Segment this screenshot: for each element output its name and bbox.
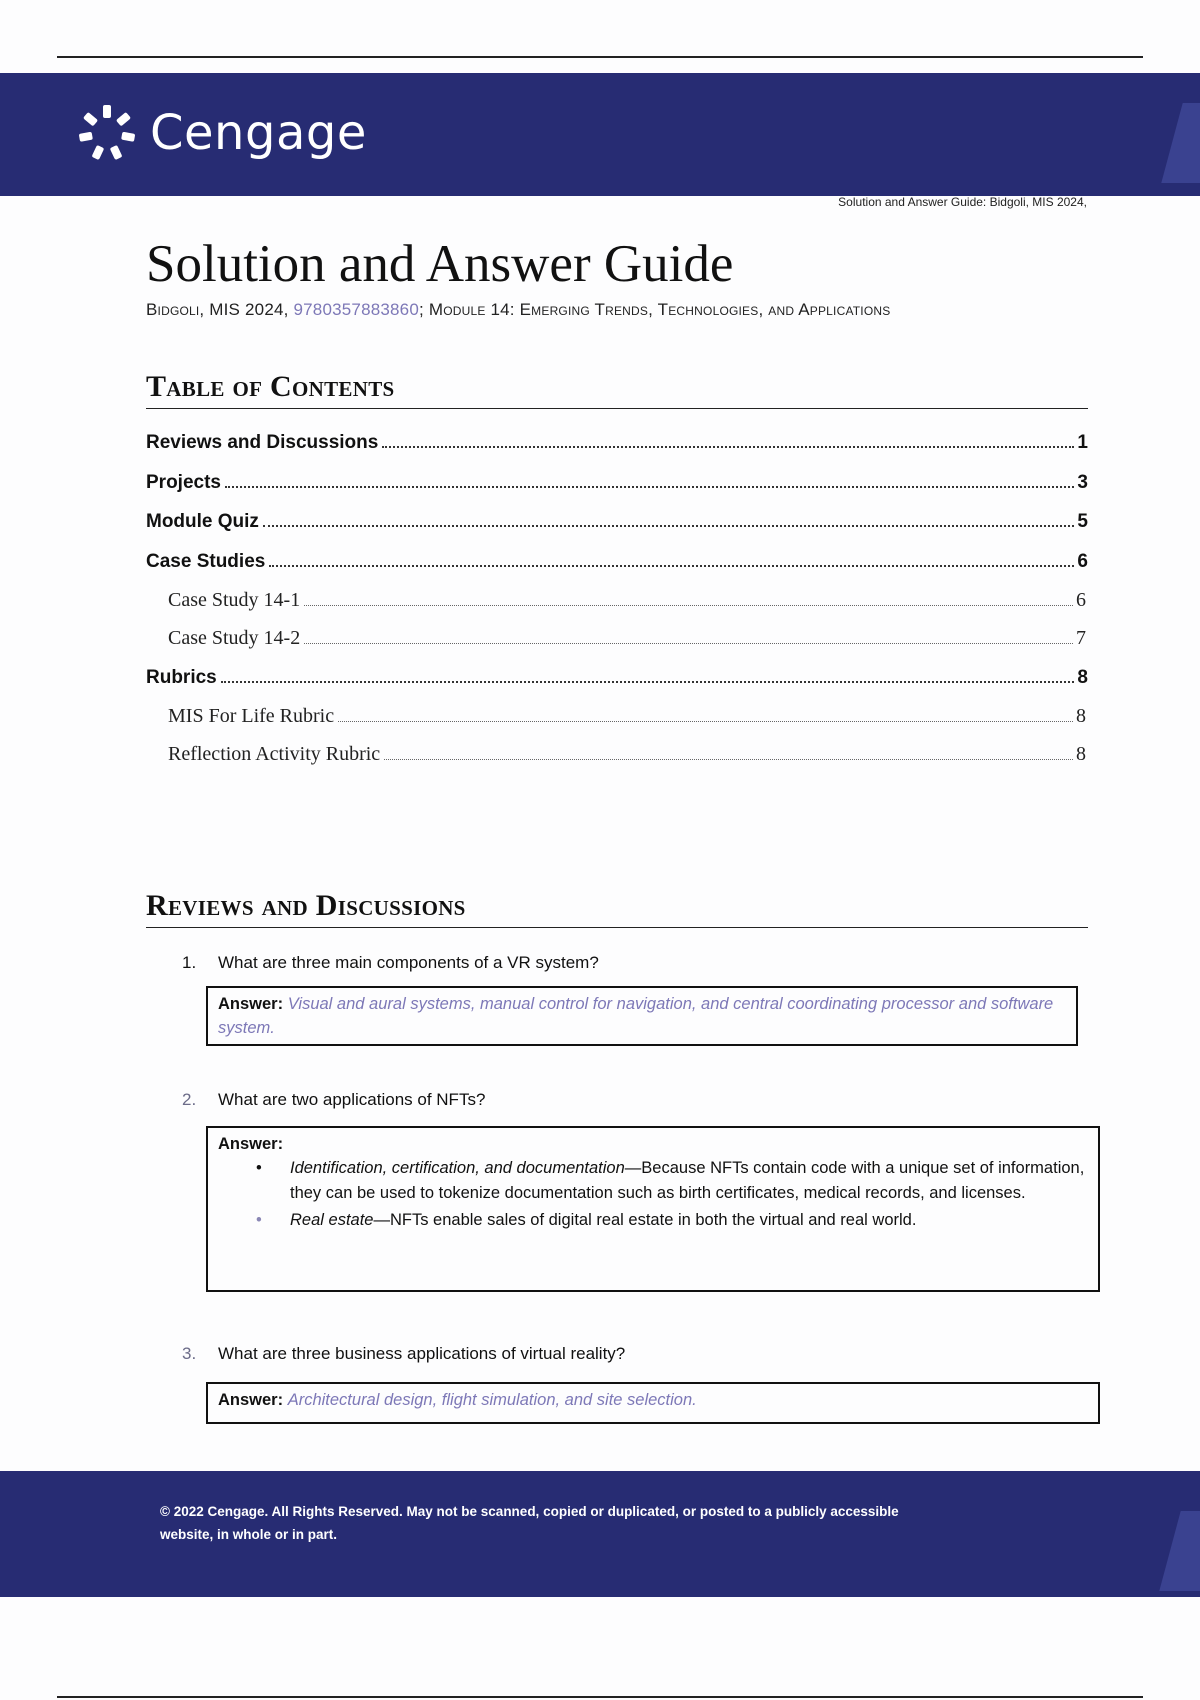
bottom-rule	[57, 1696, 1143, 1698]
copyright-line-2: website, in whole or in part.	[160, 1527, 338, 1542]
answer-text: Architectural design, flight simulation, and site selection.	[287, 1391, 697, 1409]
document-title: Solution and Answer Guide	[146, 235, 734, 293]
copyright-notice	[160, 1500, 960, 1546]
question-text: What are three main components of a VR system?	[218, 953, 599, 972]
question-2	[182, 1090, 485, 1110]
toc-heading: Table of Contents	[146, 370, 1088, 409]
bullet-text: —NFTs enable sales of digital real estate in both the virtual and real world.	[373, 1211, 917, 1229]
cengage-logo-icon	[76, 102, 138, 164]
toc-entry[interactable]	[146, 551, 1088, 573]
bullet-icon: •	[256, 1159, 262, 1177]
subtitle-prefix: Bidgoli, MIS 2024,	[146, 300, 294, 319]
toc-entry-label: Projects	[146, 472, 221, 493]
toc-entry[interactable]	[146, 667, 1088, 689]
toc-entry[interactable]	[168, 705, 1086, 728]
question-3	[182, 1344, 625, 1364]
copyright-line-1: © 2022 Cengage. All Rights Reserved. May not be scanned, copied or duplicated, or posted to a publicly accessible	[160, 1504, 899, 1519]
toc-entry-label: Module Quiz	[146, 511, 259, 532]
list-item	[256, 1156, 1088, 1206]
toc-entry-page: 3	[1077, 472, 1088, 493]
answer-text: Visual and aural systems, manual control for navigation, and central coordinating processor and software system.	[218, 995, 1054, 1037]
toc-entry-label: Reflection Activity Rubric	[168, 743, 381, 765]
list-item	[256, 1208, 1088, 1233]
answer-label: Answer:	[218, 1135, 284, 1153]
question-number: 2.	[182, 1090, 197, 1109]
isbn-link[interactable]: 9780357883860	[293, 300, 419, 319]
answer-box-1	[206, 986, 1078, 1046]
bullet-term: Identification, certification, and documentation	[290, 1159, 625, 1177]
answer-box-2	[206, 1126, 1100, 1292]
bullet-icon: •	[256, 1211, 262, 1229]
question-number: 3.	[182, 1344, 197, 1363]
toc-entry-page: 5	[1077, 511, 1088, 532]
toc-entry-label: Reviews and Discussions	[146, 432, 379, 453]
toc-entry[interactable]	[168, 743, 1086, 766]
toc-entry-label: Rubrics	[146, 667, 217, 688]
top-rule	[57, 56, 1143, 58]
answer-box-3	[206, 1382, 1100, 1424]
reviews-heading: Reviews and Discussions	[146, 889, 1088, 928]
toc-entry-label: MIS For Life Rubric	[168, 705, 335, 727]
toc-entry[interactable]	[168, 627, 1086, 650]
answer-bullet-list	[218, 1156, 1088, 1233]
logo-wordmark: Cengage	[150, 105, 367, 161]
toc-entry-page: 6	[1077, 551, 1088, 572]
toc-entry[interactable]	[168, 589, 1086, 612]
toc-entry-page: 6	[1076, 589, 1086, 611]
toc-entry[interactable]	[146, 511, 1088, 533]
subtitle-suffix: ; Module 14: Emerging Trends, Technologies, and Applications	[419, 300, 891, 319]
toc-entry-label: Case Study 14-2	[168, 627, 301, 649]
toc-entry-label: Case Studies	[146, 551, 266, 572]
toc-entry-page: 1	[1077, 432, 1088, 453]
document-subtitle	[146, 300, 890, 320]
question-text: What are three business applications of virtual reality?	[218, 1344, 626, 1363]
answer-label: Answer:	[218, 995, 284, 1013]
question-number: 1.	[182, 953, 197, 972]
question-1	[182, 953, 599, 973]
bullet-term: Real estate	[290, 1211, 374, 1229]
toc-entry[interactable]	[146, 432, 1088, 454]
cengage-logo	[76, 102, 367, 164]
toc-entry-page: 8	[1076, 705, 1086, 727]
toc-entry-page: 7	[1076, 627, 1086, 649]
toc-entry-page: 8	[1077, 667, 1088, 688]
bullet-text: —Because NFTs contain code with a unique set of information, they can be used to tokenize documentation such as birth certificates, medical records, and licenses.	[290, 1159, 1085, 1202]
toc-entry[interactable]	[146, 472, 1088, 494]
toc-entry-page: 8	[1076, 743, 1086, 765]
running-head: Solution and Answer Guide: Bidgoli, MIS 2024,	[838, 195, 1087, 209]
toc-entry-label: Case Study 14-1	[168, 589, 301, 611]
answer-label: Answer:	[218, 1391, 284, 1409]
question-text: What are two applications of NFTs?	[218, 1090, 486, 1109]
